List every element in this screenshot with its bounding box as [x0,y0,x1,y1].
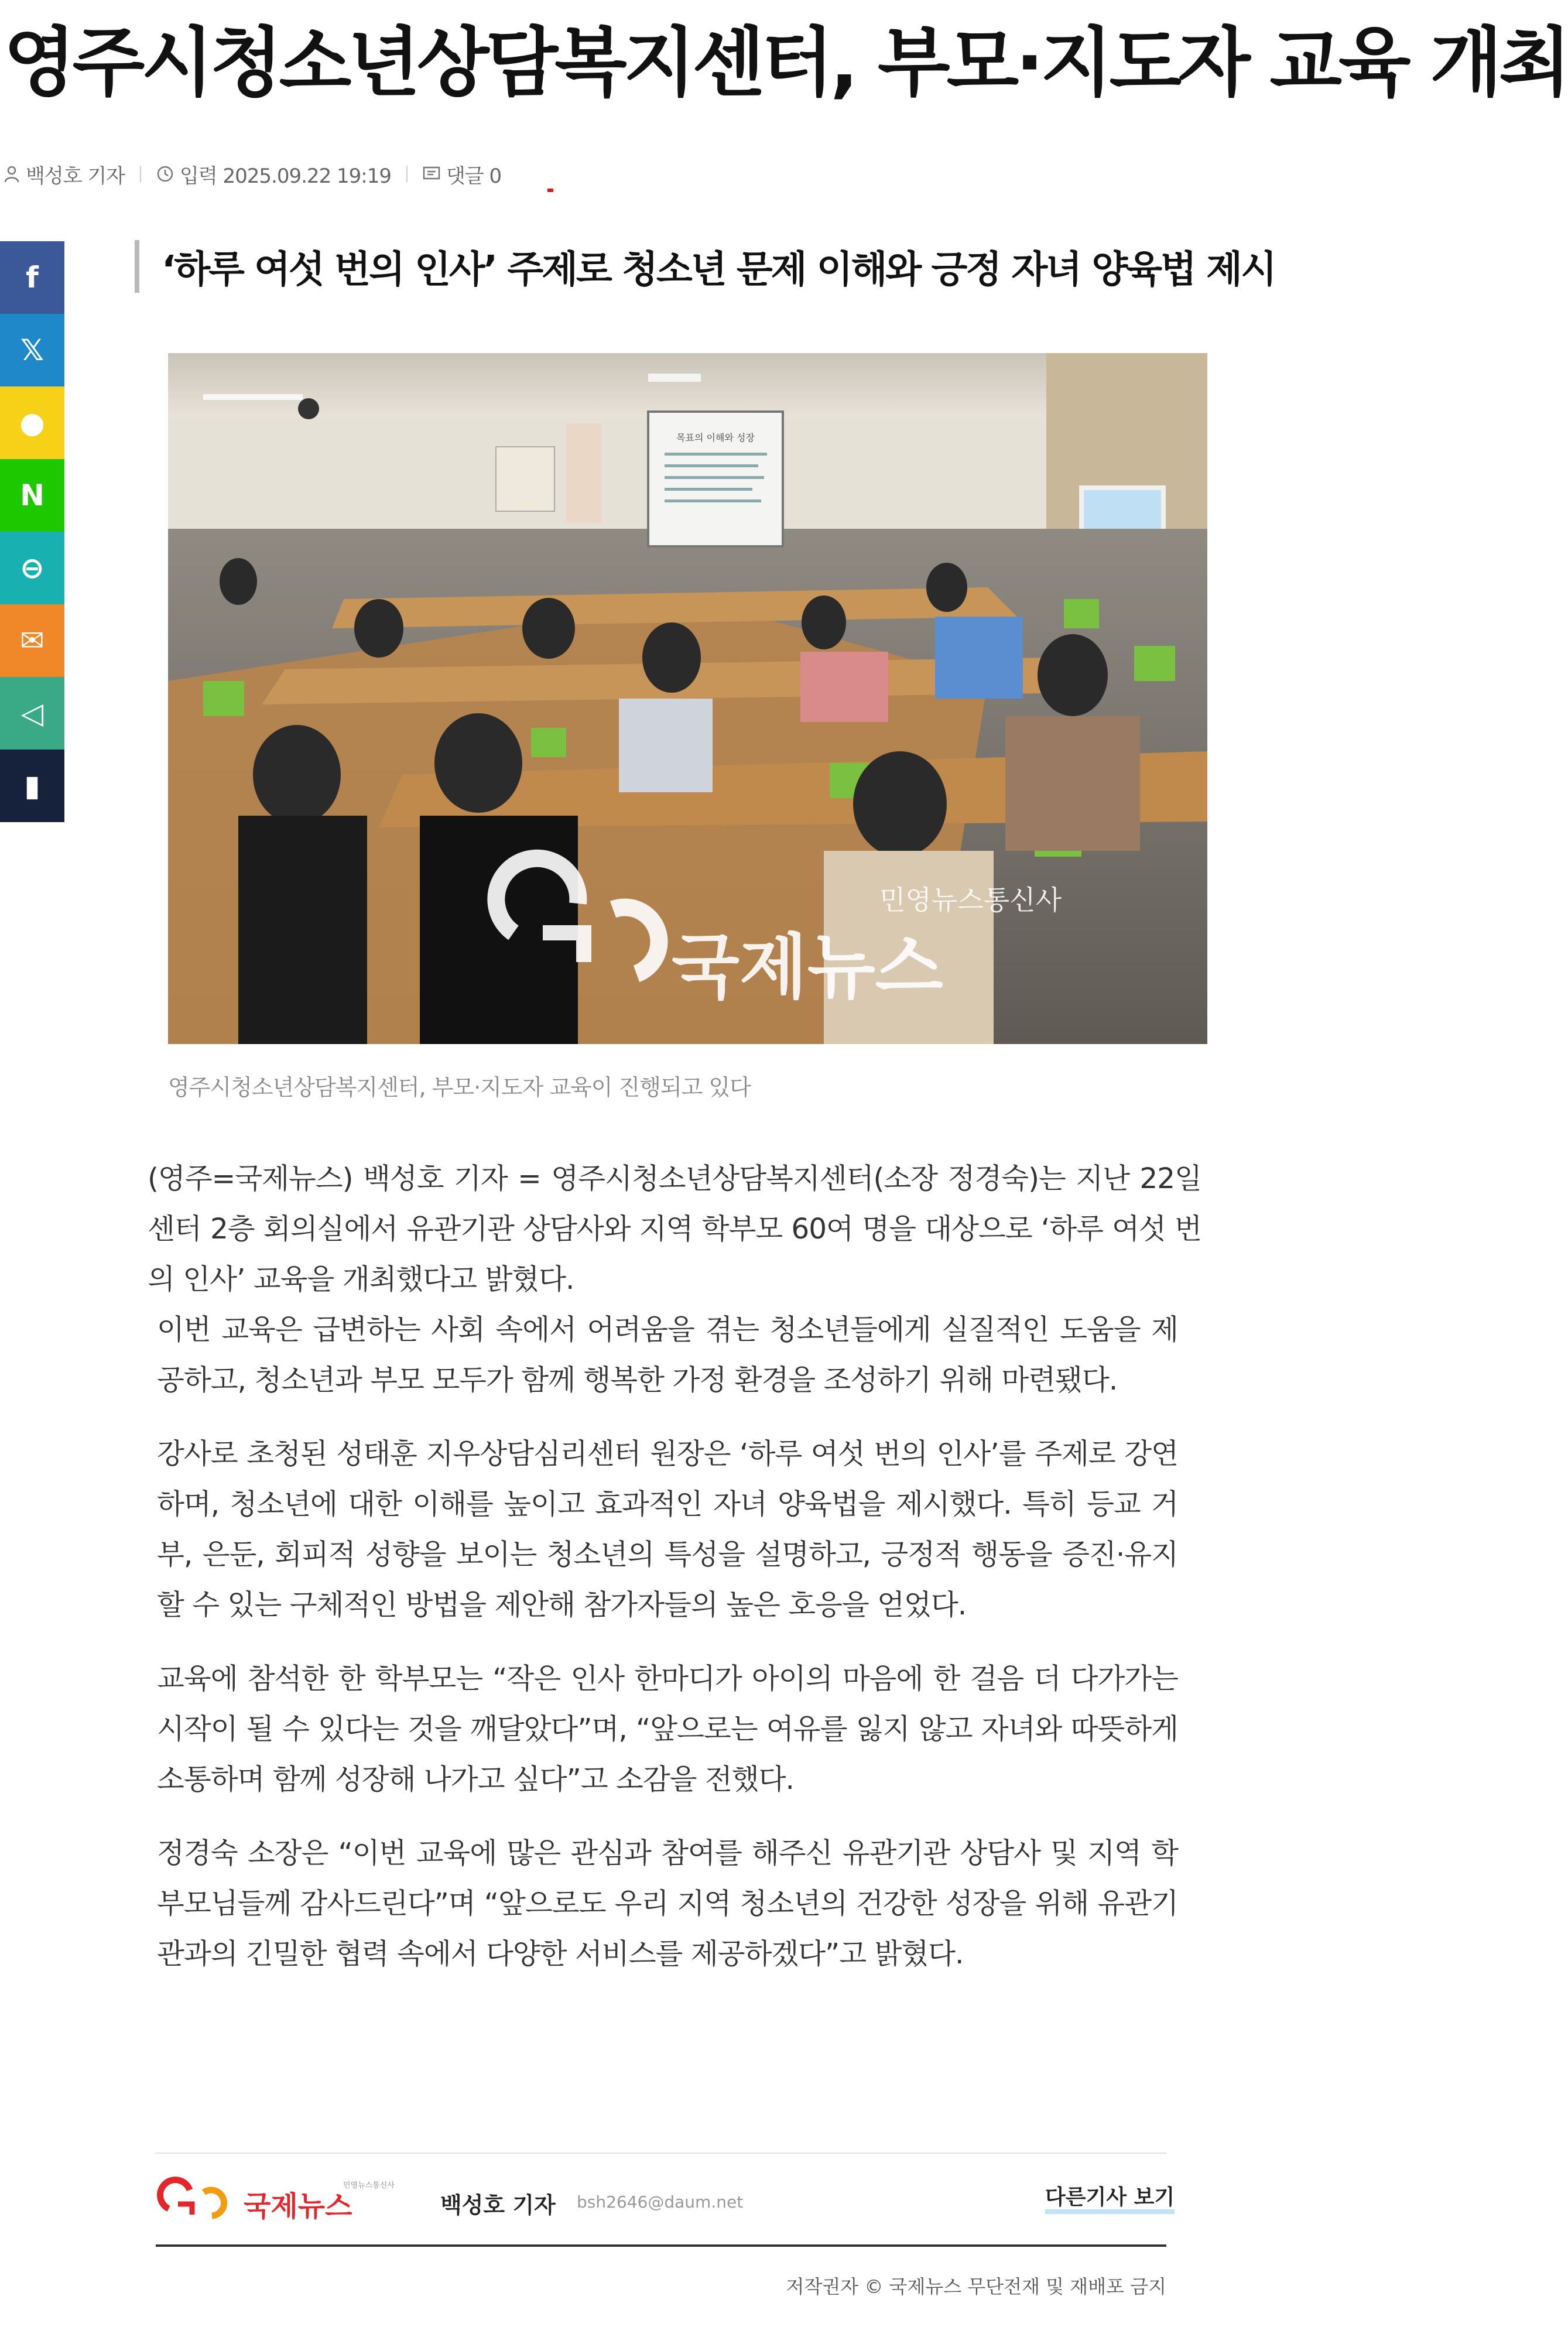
naver-icon: N [20,478,44,512]
article-paragraph: (영주=국제뉴스) 백성호 기자 = 영주시청소년상담복지센터(소장 정경숙)는 지난 22일 센터 2층 회의실에서 유관기관 상담사와 지역 학부모 60여 명을 대상으로 ‘하루 여섯 번의 인사’ 교육을 개최했다고 밝혔다. [148,1162,1201,1296]
slide-title: 목표의 이해와 성장 [676,432,755,443]
article-paragraph: 강사로 초청된 성태훈 지우상담심리센터 원장은 ‘하루 여섯 번의 인사’를 주제로 강연하며, 청소년에 대한 이해를 높이고 효과적인 자녀 양육법을 제시했다. 특히 등교 거부, 은둔, 회피적 성향을 보이는 청소년의 특성을 설명하고, 긍정적 행동을 증진·유지할 수 있는 구체적인 방법을 제안해 참가자들의 높은 호응을 얻었다. [157,1438,1178,1621]
footer-divider [156,2153,1166,2154]
article-photo[interactable] [168,353,1207,1044]
article-meta [4,159,501,189]
share-button-x[interactable] [0,314,64,386]
share-button-kakaotalk[interactable] [0,386,64,459]
share-button-share[interactable] [0,677,64,750]
article-headline: 영주시청소년상담복지센터, 부모·지도자 교육 개최 [4,19,1568,107]
share-button-facebook[interactable] [0,241,64,314]
facebook-icon: f [26,261,39,295]
share-button-mail[interactable] [0,604,64,677]
comment-count[interactable]: 댓글 0 [446,164,502,188]
publish-date: 입력 2025.09.22 19:19 [180,164,391,188]
x-icon: 𝕏 [20,333,44,367]
article-subtitle: ‘하루 여섯 번의 인사’ 주제로 청소년 문제 이해와 긍정 자녀 양육법 제시 [135,240,1275,293]
footer-email[interactable]: bsh2646@daum.net [577,2192,744,2212]
meta-divider [140,166,141,182]
copyright-notice: 저작권자 © 국제뉴스 무단전재 및 재배포 금지 [786,2275,1166,2298]
article-paragraph: 정경숙 소장은 “이번 교육에 많은 관심과 참여를 해주신 유관기관 상담사 및 지역 학부모님들께 감사드린다”며 “앞으로도 우리 지역 청소년의 건강한 성장을 위해 유관기관과의 긴밀한 협력 속에서 다양한 서비스를 제공하겠다”고 밝혔다. [157,1837,1178,1970]
footer-author: 백성호 기자 [440,2192,556,2218]
meta-divider [406,166,408,182]
footer-rule [156,2244,1166,2247]
clock-icon [156,165,174,183]
article-body [148,1154,1201,1979]
link-icon: ⊖ [20,551,44,585]
photo-caption: 영주시청소년상담복지센터, 부모·지도자 교육이 진행되고 있다 [168,1075,751,1100]
author-meta [4,160,125,189]
mail-icon: ✉ [20,624,44,658]
article-paragraph: 이번 교육은 급변하는 사회 속에서 어려움을 겪는 청소년들에게 실질적인 도움을 제공하고, 청소년과 부모 모두가 함께 행복한 가정 환경을 조성하기 위해 마련됐다. [157,1313,1178,1397]
comments-meta[interactable] [423,160,501,189]
more-articles-link[interactable]: 다른기사 보기 [1045,2186,1175,2214]
photo-watermark-brand: 국제뉴스 [672,927,943,1008]
bookmark-icon: ▮ [24,769,40,803]
share-icon: ◁ [20,696,44,730]
footer-logo[interactable] [156,2179,402,2223]
share-bar [0,241,64,822]
author-name[interactable]: 백성호 기자 [26,164,125,188]
share-button-bookmark[interactable] [0,750,64,822]
person-icon [4,165,20,183]
kakaotalk-icon: ● [19,406,45,440]
photo-watermark-small: 민영뉴스통신사 [879,884,1062,916]
article-paragraph: 교육에 참석한 한 학부모는 “작은 인사 한마디가 아이의 마음에 한 걸음 더 다가가는 시작이 될 수 있다는 것을 깨달았다”며, “앞으로는 여유를 잃지 않고 자녀와 따뜻하게 소통하며 함께 성장해 나가고 싶다”고 소감을 전했다. [157,1662,1178,1796]
accent-mark [547,189,553,192]
date-meta [156,160,391,189]
comment-icon [423,166,440,182]
share-button-link[interactable] [0,532,64,604]
svg-text:민영뉴스통신사: 민영뉴스통신사 [343,2181,395,2190]
svg-text:국제뉴스: 국제뉴스 [244,2190,352,2223]
share-button-naver[interactable] [0,459,64,532]
